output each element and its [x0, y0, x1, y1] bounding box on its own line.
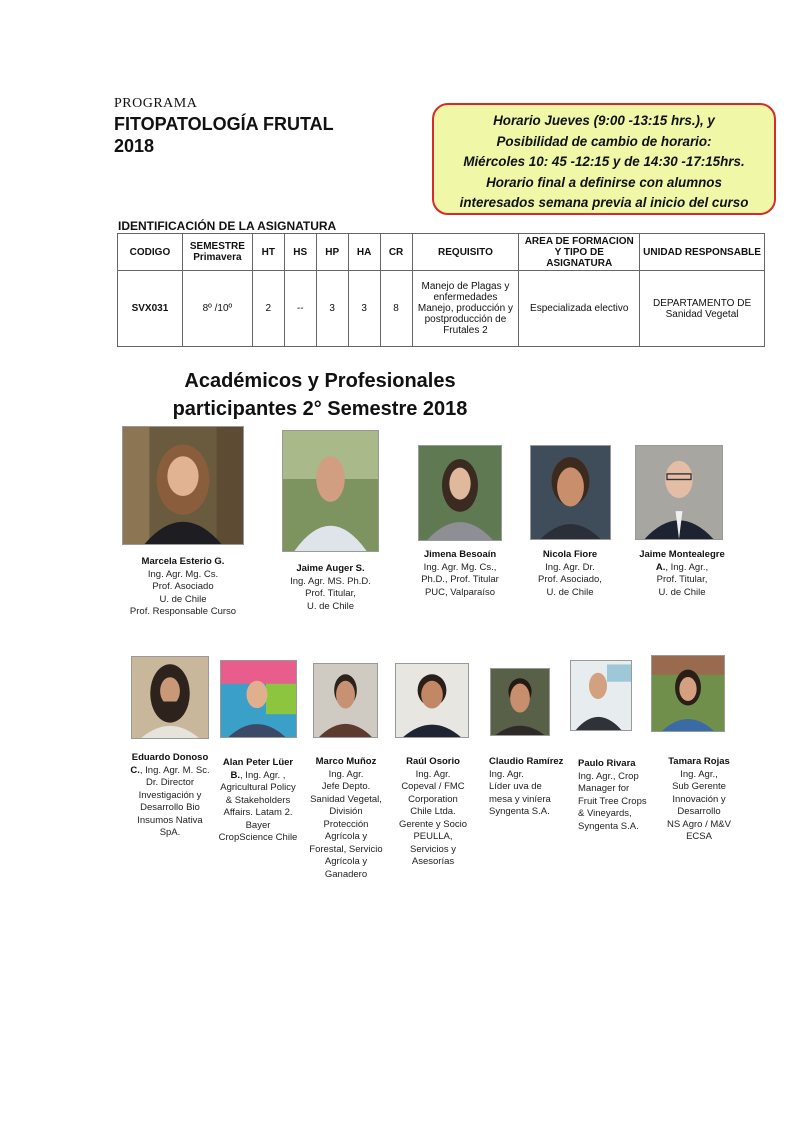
portrait-photo — [313, 663, 378, 738]
person-card — [525, 549, 615, 599]
portrait-photo — [651, 655, 725, 732]
cell-unidad: DEPARTAMENTO DE Sanidad Vegetal — [640, 271, 765, 347]
person-card — [658, 756, 740, 844]
cell-ha: 3 — [348, 271, 380, 347]
cell-codigo: SVX031 — [118, 271, 183, 347]
person-name-suffix: C. — [130, 764, 140, 776]
identification-title: IDENTIFICACIÓN DE LA ASIGNATURA — [118, 219, 337, 233]
person-description: Dr. Director Investigación y Desarrollo Bio Insumos Nativa SpA. — [137, 777, 203, 838]
cell-cr: 8 — [380, 271, 412, 347]
cell-area: Especializada electivo — [519, 271, 640, 347]
portrait-photo — [570, 660, 632, 731]
portrait-photo — [395, 663, 469, 738]
table-header-row — [118, 234, 765, 271]
identification-table — [117, 233, 765, 347]
schedule-line: Posibilidad de cambio de horario: — [496, 133, 712, 149]
schedule-line: Horario final a definirse con alumnos — [486, 174, 722, 190]
portrait-photo — [635, 445, 723, 540]
person-card — [408, 549, 512, 599]
person-name: Marco Muñoz — [315, 756, 377, 767]
program-label: PROGRAMA — [114, 96, 198, 111]
person-name-suffix: B. — [230, 769, 241, 781]
portrait-photo — [131, 656, 209, 739]
person-description: Prof. Titular, U. de Chile — [656, 574, 708, 598]
portrait-photo — [490, 668, 550, 736]
person-card — [578, 758, 654, 833]
person-name: Raúl Osorio — [406, 756, 460, 767]
person-description: Ing. Agr. Mg. Cs., Ph.D., Prof. Titular PUC, Valparaíso — [421, 561, 499, 598]
person-title-inline: , Ing. Agr. M. Sc. — [139, 764, 210, 776]
header-codigo: CODIGO — [118, 234, 183, 271]
person-name: Jaime Montealegre — [639, 549, 725, 560]
section-title-line: Académicos y Profesionales — [184, 370, 456, 392]
portrait-photo — [220, 660, 297, 738]
person-card — [120, 752, 220, 840]
cell-hs: -- — [284, 271, 316, 347]
course-year: 2018 — [114, 136, 155, 156]
person-name: Paulo Rivara — [578, 758, 636, 769]
person-description: Ing. Agr. Copeval / FMC Corporation Chile Ltda. Gerente y Socio PEULLA, Servicios y Asesorías — [398, 768, 468, 867]
person-card — [272, 563, 389, 613]
section-title — [130, 367, 510, 423]
person-description: Ing. Agr. Dr. Prof. Asociado, U. de Chile — [538, 561, 602, 598]
cell-semestre: 8º /10º — [182, 271, 252, 347]
cell-hp: 3 — [316, 271, 348, 347]
portrait-photo — [418, 445, 502, 541]
person-card — [303, 756, 389, 881]
person-name-suffix: A. — [655, 561, 666, 573]
person-name: Nicola Fiore — [542, 549, 598, 560]
header-unidad: UNIDAD RESPONSABLE — [640, 234, 765, 271]
person-name: Claudio Ramírez — [489, 756, 564, 767]
table-row — [118, 271, 765, 347]
person-title-inline: , Ing. Agr. , — [240, 769, 286, 781]
header-area: AREA DE FORMACION Y TIPO DE ASIGNATURA — [519, 234, 640, 271]
person-name: Tamara Rojas — [668, 756, 730, 767]
schedule-line: interesados semana previa al inicio del curso — [459, 195, 749, 210]
schedule-line: Horario Jueves (9:00 -13:15 hrs.), y — [493, 113, 715, 128]
person-card — [213, 757, 303, 845]
person-title-inline: , Ing. Agr., — [665, 561, 709, 573]
person-name: Alan Peter Lüer — [222, 757, 294, 768]
person-description: Ing. Agr. MS. Ph.D. Prof. Titular, U. de Chile — [290, 575, 371, 612]
person-description: Ing. Agr., Sub Gerente Innovación y Desarrollo NS Agro / M&V ECSA — [667, 768, 731, 842]
portrait-photo — [530, 445, 611, 540]
person-name: Jaime Auger S. — [296, 563, 365, 574]
person-card — [389, 756, 477, 869]
person-card — [122, 556, 244, 619]
cell-ht: 2 — [252, 271, 284, 347]
person-name: Jimena Besoaín — [423, 549, 497, 560]
person-card — [489, 756, 569, 819]
person-description: Ing. Agr. Jefe Depto. Sanidad Vegetal, División Protección Agrícola y Forestal, Servicio Agrícola y Ganadero — [309, 768, 383, 880]
header-ha: HA — [348, 234, 380, 271]
schedule-box — [432, 103, 776, 215]
person-name: Eduardo Donoso — [131, 752, 209, 763]
portrait-photo — [122, 426, 244, 545]
portrait-photo — [282, 430, 379, 552]
section-title-line: participantes 2° Semestre 2018 — [172, 398, 468, 420]
header-cr: CR — [380, 234, 412, 271]
header-hs: HS — [284, 234, 316, 271]
person-card — [628, 549, 736, 599]
person-description: Ing. Agr., Crop Manager for Fruit Tree Crops & Vineyards, Syngenta S.A. — [578, 770, 647, 832]
schedule-line: Miércoles 10: 45 -12:15 y de 14:30 -17:15hrs. — [463, 154, 745, 169]
person-name: Marcela Esterio G. — [141, 556, 225, 567]
person-description: Ing. Agr. Mg. Cs. Prof. Asociado U. de Chile Prof. Responsable Curso — [129, 568, 237, 617]
header-ht: HT — [252, 234, 284, 271]
header-hp: HP — [316, 234, 348, 271]
header-semestre: SEMESTRE Primavera — [182, 234, 252, 271]
cell-requisito: Manejo de Plagas y enfermedades Manejo, producción y postproducción de Frutales 2 — [412, 271, 519, 347]
course-title: FITOPATOLOGÍA FRUTAL — [114, 114, 334, 134]
person-description: Agricultural Policy & Stakeholders Affairs. Latam 2. Bayer CropScience Chile — [218, 782, 298, 843]
header-requisito: REQUISITO — [412, 234, 519, 271]
person-description: Ing. Agr. Líder uva de mesa y viníera Syngenta S.A. — [489, 768, 551, 817]
